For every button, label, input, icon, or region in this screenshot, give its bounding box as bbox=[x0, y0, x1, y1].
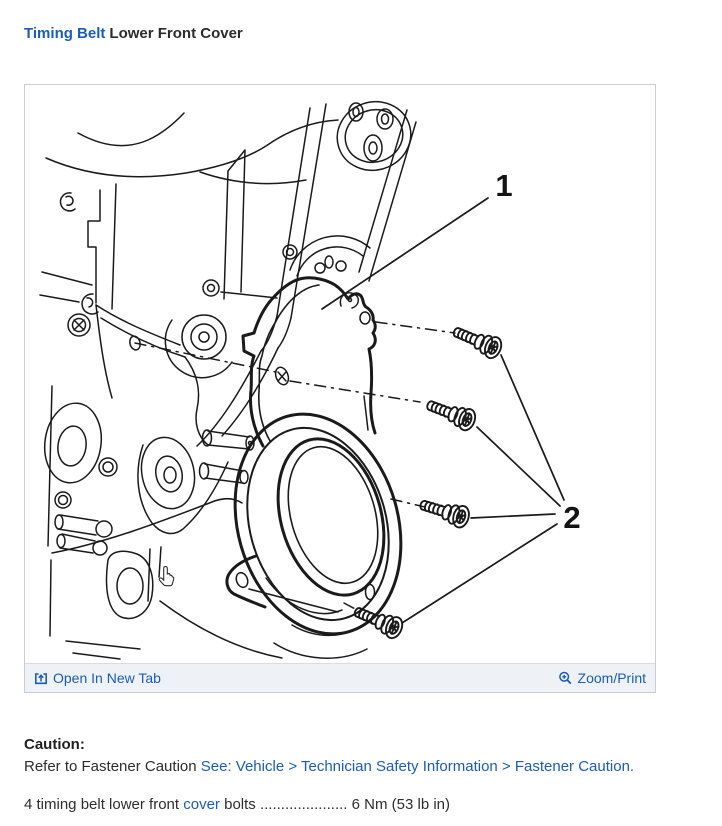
cover-link[interactable]: cover bbox=[183, 796, 220, 813]
torque-spec-line bbox=[24, 794, 450, 816]
spec-text-after: bolts ..................... 6 Nm (53 lb in) bbox=[219, 796, 451, 813]
fastener-caution-link[interactable]: See: Vehicle > Technician Safety Information > Fastener Caution. bbox=[200, 758, 635, 775]
timing-belt-link[interactable]: Timing Belt bbox=[24, 25, 106, 42]
zoom-print-label: Zoom/Print bbox=[577, 670, 646, 686]
diagram-panel bbox=[24, 84, 656, 693]
zoom-print-button[interactable] bbox=[558, 670, 646, 686]
fastener-leader-lines bbox=[135, 322, 455, 611]
caution-text: Refer to Fastener Caution bbox=[24, 758, 201, 775]
caution-body bbox=[24, 756, 634, 778]
caution-section bbox=[24, 734, 634, 778]
spec-text-before: 4 timing belt lower front bbox=[24, 796, 184, 813]
page-title-rest: Lower Front Cover bbox=[109, 25, 243, 42]
viewer-toolbar bbox=[25, 663, 655, 692]
stud-leader-line bbox=[221, 292, 277, 298]
zoom-in-icon bbox=[558, 671, 573, 686]
page-title bbox=[24, 25, 243, 42]
open-in-new-tab-label: Open In New Tab bbox=[53, 670, 161, 686]
open-in-new-tab-icon bbox=[34, 671, 48, 685]
diagram-canvas[interactable] bbox=[25, 85, 655, 663]
caution-heading: Caution: bbox=[24, 736, 85, 753]
open-in-new-tab-button[interactable] bbox=[34, 670, 161, 686]
callout-2-label: 2 bbox=[563, 500, 581, 535]
engine-diagram bbox=[25, 85, 655, 663]
callout-1-label: 1 bbox=[495, 168, 513, 203]
timing-cover-outline bbox=[128, 278, 425, 654]
hand-cursor-icon bbox=[159, 567, 174, 586]
callout-leader-lines bbox=[322, 198, 564, 623]
